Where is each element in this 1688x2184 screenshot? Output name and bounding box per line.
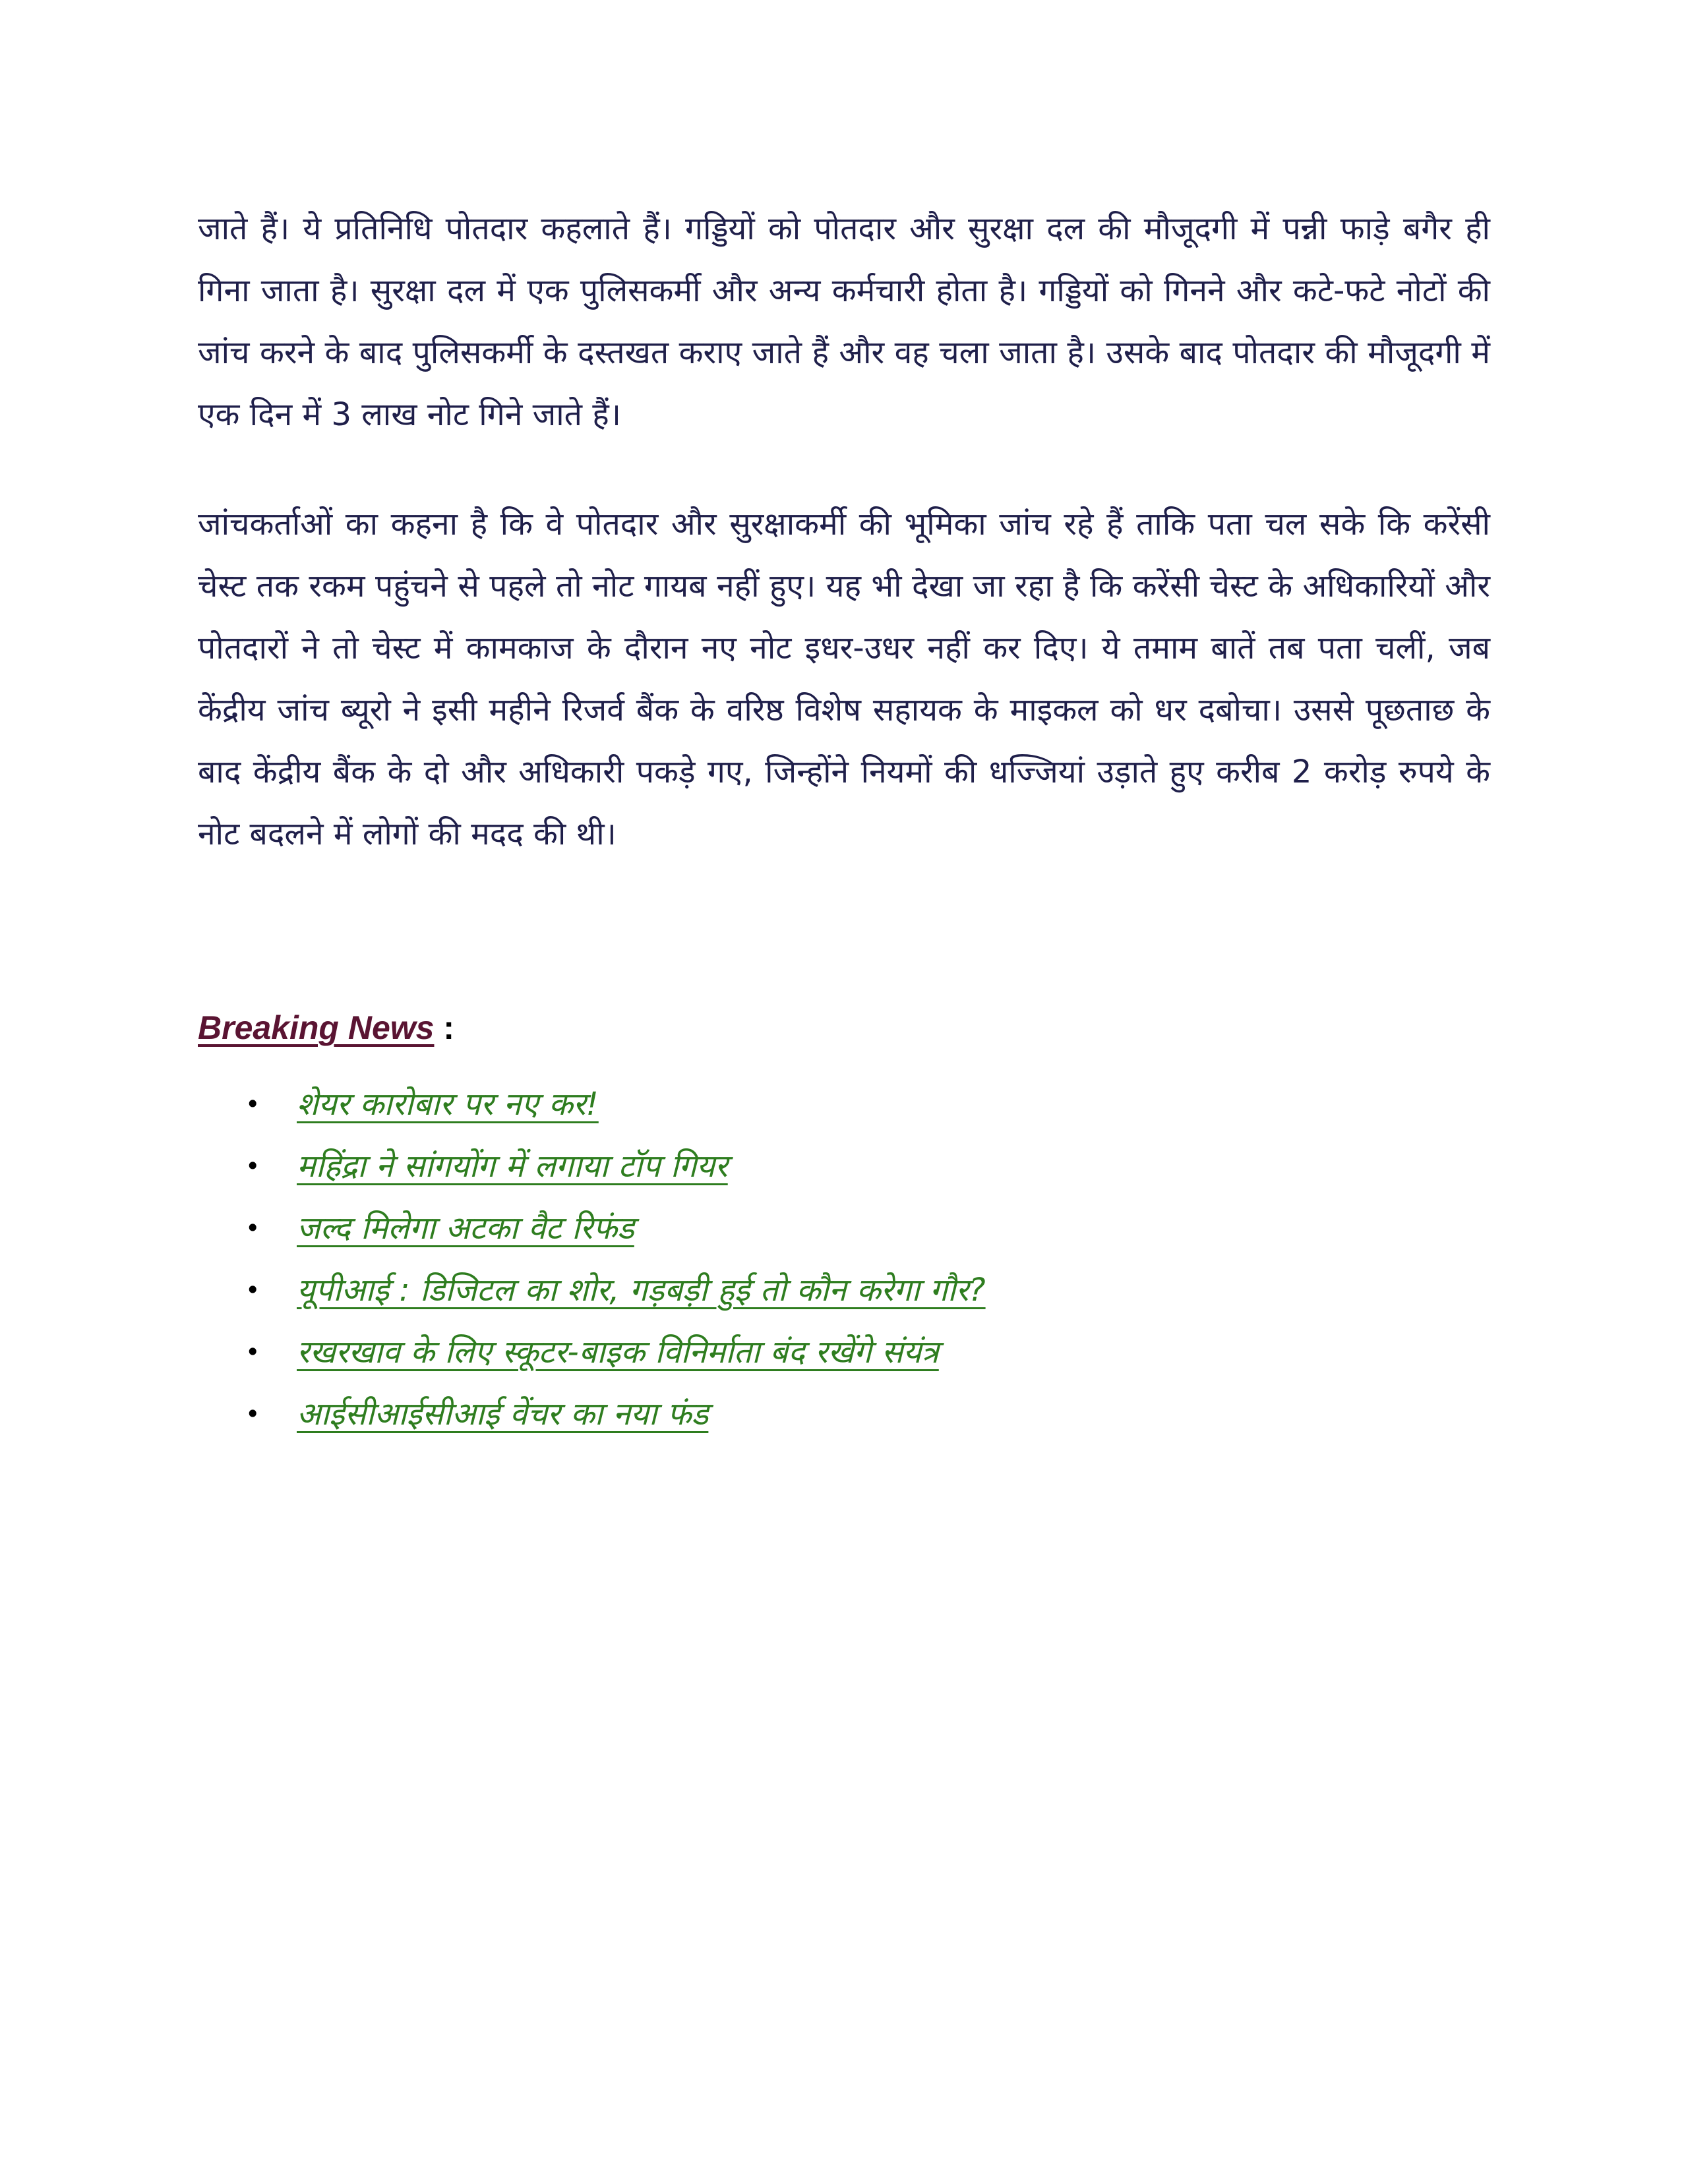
bullet-icon: • [245, 1152, 260, 1181]
news-link[interactable]: जल्द मिलेगा अटका वैट रिफंड [297, 1210, 634, 1247]
bullet-icon: • [245, 1400, 260, 1429]
news-link[interactable]: आईसीआईसीआई वेंचर का नया फंड [297, 1396, 709, 1432]
news-link[interactable]: महिंद्रा ने सांगयोंग में लगाया टॉप गियर [297, 1148, 728, 1185]
article-paragraph-2: जांचकर्ताओं का कहना है कि वे पोतदार और सुरक्षाकर्मी की भूमिका जांच रहे हैं ताकि पता चल सके कि करेंसी चेस्ट तक रकम पहुंचने से पहले तो नोट गायब नहीं हुए। यह भी देखा जा रहा है कि करेंसी चेस्ट के अधिकारियों और पोतदारों ने तो चेस्ट में कामकाज के दौरान नए नोट इधर-उधर नहीं कर दिए। ये तमाम बातें तब पता चलीं, जब केंद्रीय जांच ब्यूरो ने इसी महीने रिजर्व बैंक के वरिष्ठ विशेष सहायक के माइकल को धर दबोचा। उससे पूछताछ के बाद केंद्रीय बैंक के दो और अधिकारी पकड़े गए, जिन्होंने नियमों की धज्जियां उड़ाते हुए करीब 2 करोड़ रुपये के नोट बदलने में लोगों की मदद की थी। [198, 506, 1490, 852]
list-item [198, 1197, 1490, 1259]
list-item [198, 1383, 1490, 1445]
list-item [198, 1259, 1490, 1321]
news-link[interactable]: यूपीआई : डिजिटल का शोर, गड़बड़ी हुई तो कौन करेगा गौर? [297, 1272, 986, 1309]
list-item [198, 1135, 1490, 1197]
breaking-news-separator: : [434, 1009, 455, 1046]
breaking-news-label: Breaking News [198, 1009, 435, 1046]
breaking-news-list [198, 1073, 1490, 1445]
list-item [198, 1073, 1490, 1135]
article-paragraph-1: जाते हैं। ये प्रतिनिधि पोतदार कहलाते हैं। गड्डियों को पोतदार और सुरक्षा दल की मौजूदगी में पन्नी फाड़े बगैर ही गिना जाता है। सुरक्षा दल में एक पुलिसकर्मी और अन्य कर्मचारी होता है। गड्डियों को गिनने और कटे-फटे नोटों की जांच करने के बाद पुलिसकर्मी के दस्तखत कराए जाते हैं और वह चला जाता है। उसके बाद पोतदार की मौजूदगी में एक दिन में 3 लाख नोट गिने जाते हैं। [198, 210, 1490, 433]
bullet-icon: • [245, 1276, 260, 1305]
bullet-icon: • [245, 1214, 260, 1243]
breaking-news-heading [198, 1009, 1490, 1047]
news-link[interactable]: शेयर कारोबार पर नए कर! [297, 1086, 599, 1123]
list-item [198, 1321, 1490, 1383]
bullet-icon: • [245, 1090, 260, 1119]
document-page [198, 198, 1490, 1445]
news-link[interactable]: रखरखाव के लिए स्कूटर-बाइक विनिर्माता बंद रखेंगे संयंत्र [297, 1334, 939, 1371]
bullet-icon: • [245, 1338, 260, 1367]
